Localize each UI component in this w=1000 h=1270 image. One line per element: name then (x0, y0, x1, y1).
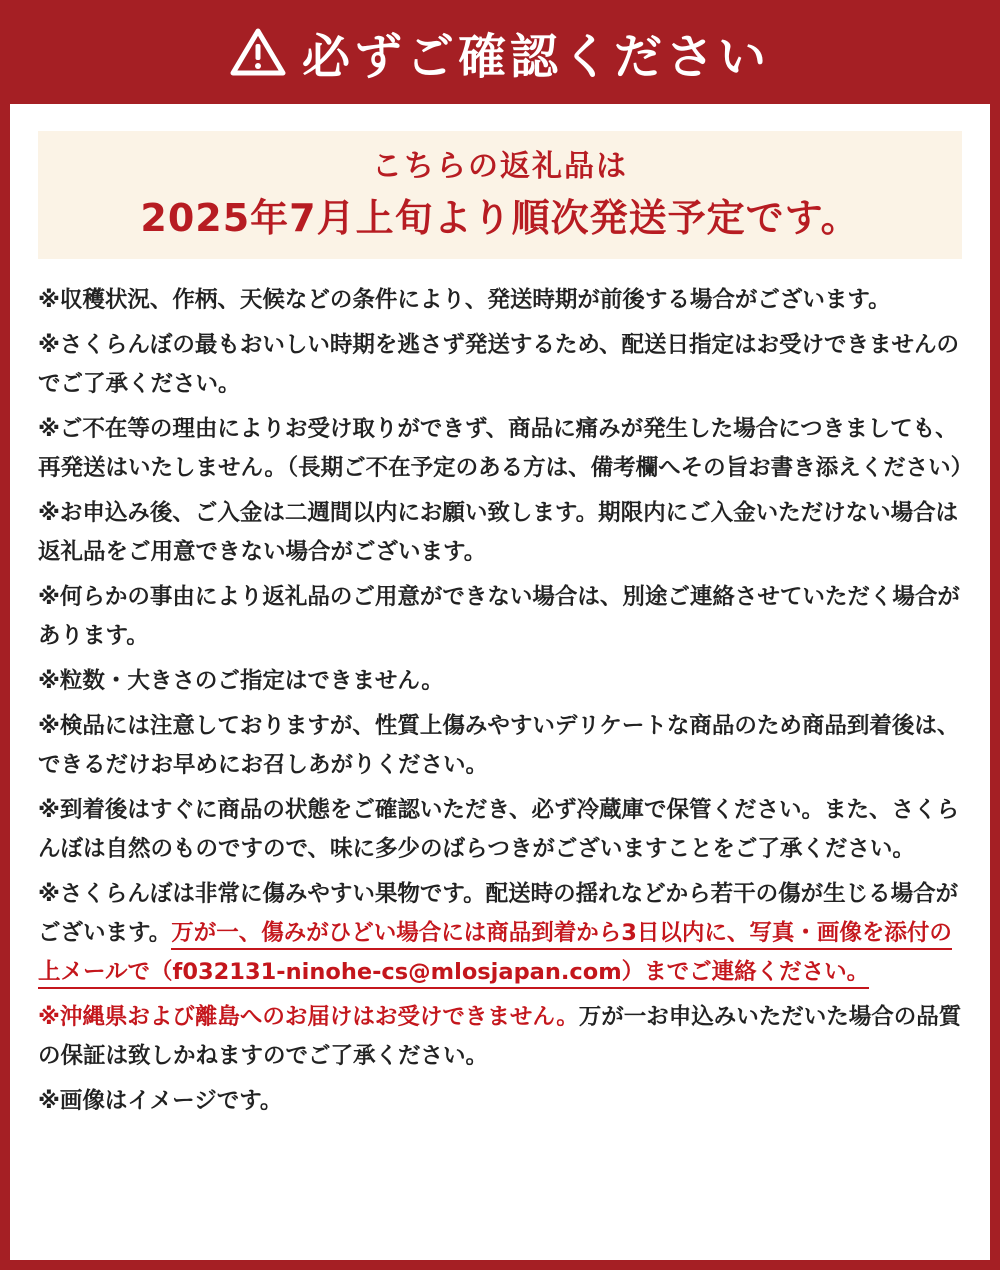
notice-line-2: 2025年7月上旬より順次発送予定です。 (140, 196, 860, 240)
note-harvest: ※収穫状況、作柄、天候などの条件により、発送時期が前後する場合がございます。 (38, 287, 891, 313)
notice-line-1: こちらの返礼品は (372, 149, 628, 184)
content-panel (10, 104, 990, 1260)
note-delivery-date: ※さくらんぼの最もおいしい時期を逃さず発送するため、配送日指定はお受けできませんのでご了承ください。 (38, 332, 959, 397)
note-damage-contact: 万が一、傷みがひどい場合には商品到着から3日以内に、写真・画像を添付の上メールで（f032131-ninohe-cs@mlosjapan.com）までご連絡ください。 (38, 920, 952, 989)
note-inspection: ※検品には注意しておりますが、性質上傷みやすいデリケートな商品のため商品到着後は、できるだけお早めにお召しあがりください。 (38, 713, 960, 778)
note-damage (38, 875, 962, 992)
shipping-notice (38, 131, 962, 259)
header-banner (0, 0, 1000, 104)
warning-icon (230, 27, 286, 77)
note-okinawa-suffix: 万が一お申込みいただいた場合の品質の保証は致しかねますのでご了承ください。 (38, 1004, 962, 1069)
note-image: ※画像はイメージです。 (38, 1088, 283, 1114)
note-payment: ※お申込み後、ご入金は二週間以内にお願い致します。期限内にご入金いただけない場合は返礼品をご用意できない場合がございます。 (38, 500, 959, 565)
note-size: ※粒数・大きさのご指定はできません。 (38, 668, 444, 694)
note-absence: ※ご不在等の理由によりお受け取りができず、商品に痛みが発生した場合につきましても、再発送はいたしません。（長期ご不在予定のある方は、備考欄へその旨お書き添えください） (38, 416, 974, 481)
note-okinawa (38, 998, 962, 1076)
note-unavailable: ※何らかの事由により返礼品のご用意ができない場合は、別途ご連絡させていただく場合があります。 (38, 584, 960, 649)
notes-list (38, 281, 974, 1121)
note-okinawa-red: ※沖縄県および離島へのお届けはお受けできません。 (38, 1004, 579, 1030)
note-storage: ※到着後はすぐに商品の状態をご確認いただき、必ず冷蔵庫で保管ください。また、さくらんぼは自然のものですので、味に多少のばらつきがございますことをご了承ください。 (38, 797, 959, 862)
note-damage-prefix: ※さくらんぼは非常に傷みやすい果物です。配送時の揺れなどから若干の傷が生じる場合がございます。 (38, 881, 959, 946)
header-title: 必ずご確認ください (301, 28, 770, 85)
